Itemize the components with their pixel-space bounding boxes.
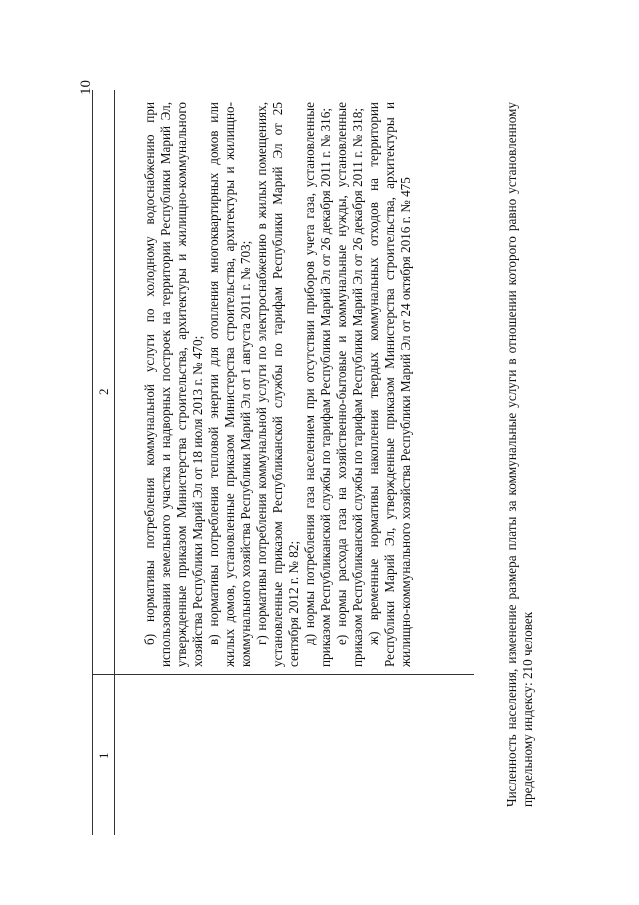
- column-2-header: 2: [96, 388, 111, 395]
- regulation-item-e: е) нормы расхода газа на хозяйственно-бытовые и коммунальные нужды, установленные приказом Республиканской службы по тарифам Республики Марий Эл от 26 декабря 2011 г. № 318;: [334, 102, 365, 667]
- column-1-header: 1: [96, 752, 111, 759]
- rotated-page-content: [84, 90, 584, 835]
- regulation-item-d: д) нормы потребления газа населением при отсутствии приборов учета газа, установленные приказом Республиканской службы по тарифам Республики Марий Эл от 26 декабря 2011 г. № 316;: [302, 102, 333, 667]
- table-header-divider: [114, 90, 115, 835]
- population-note-label: Численность населения, изменение размера платы за коммунальные услуги в отношении которого равно установленному предельному индексу:: [504, 102, 535, 807]
- table-top-border: [92, 90, 93, 835]
- population-count: 210 человек: [520, 611, 535, 680]
- regulation-item-b: б) нормативы потребления коммунальной услуги по холодному водоснабжению при использовании земельного участка и надворных построек на территории Республики Марий Эл, утвержденные приказом Министерства строительства, архитектуры и жилищно-коммунального хозяйства Республики Марий Эл от 18 июля 2013 г. № 470;: [142, 102, 205, 667]
- regulation-item-g: г) нормативы потребления коммунальной услуги по электроснабжению в жилых помещениях, установленные приказом Республиканской службы по тарифам Республики Марий Эл от 25 сентября 2012 г. № 82;: [254, 102, 301, 667]
- regulation-list: [142, 102, 414, 667]
- content-table: [84, 90, 474, 835]
- regulation-item-zh: ж) временные нормативы накопления твердых коммунальных отходов на территории Республики Марий Эл, утвержденные приказом Министерства строительства, архитектуры и жилищно-коммунального хозяйства Республики Марий Эл от 24 октября 2016 г. № 475: [366, 102, 413, 667]
- population-note: [504, 102, 536, 807]
- population-note-text: [504, 102, 536, 807]
- page-number: 10: [78, 80, 94, 95]
- regulation-item-v: в) нормативы потребления тепловой энергии для отопления многоквартирных домов или жилых домов, установленные приказом Министерства строительства, архитектуры и жилищно-коммунального хозяйства Республики Марий Эл от 1 августа 2011 г. № 703;: [206, 102, 253, 667]
- column-divider: [92, 674, 474, 675]
